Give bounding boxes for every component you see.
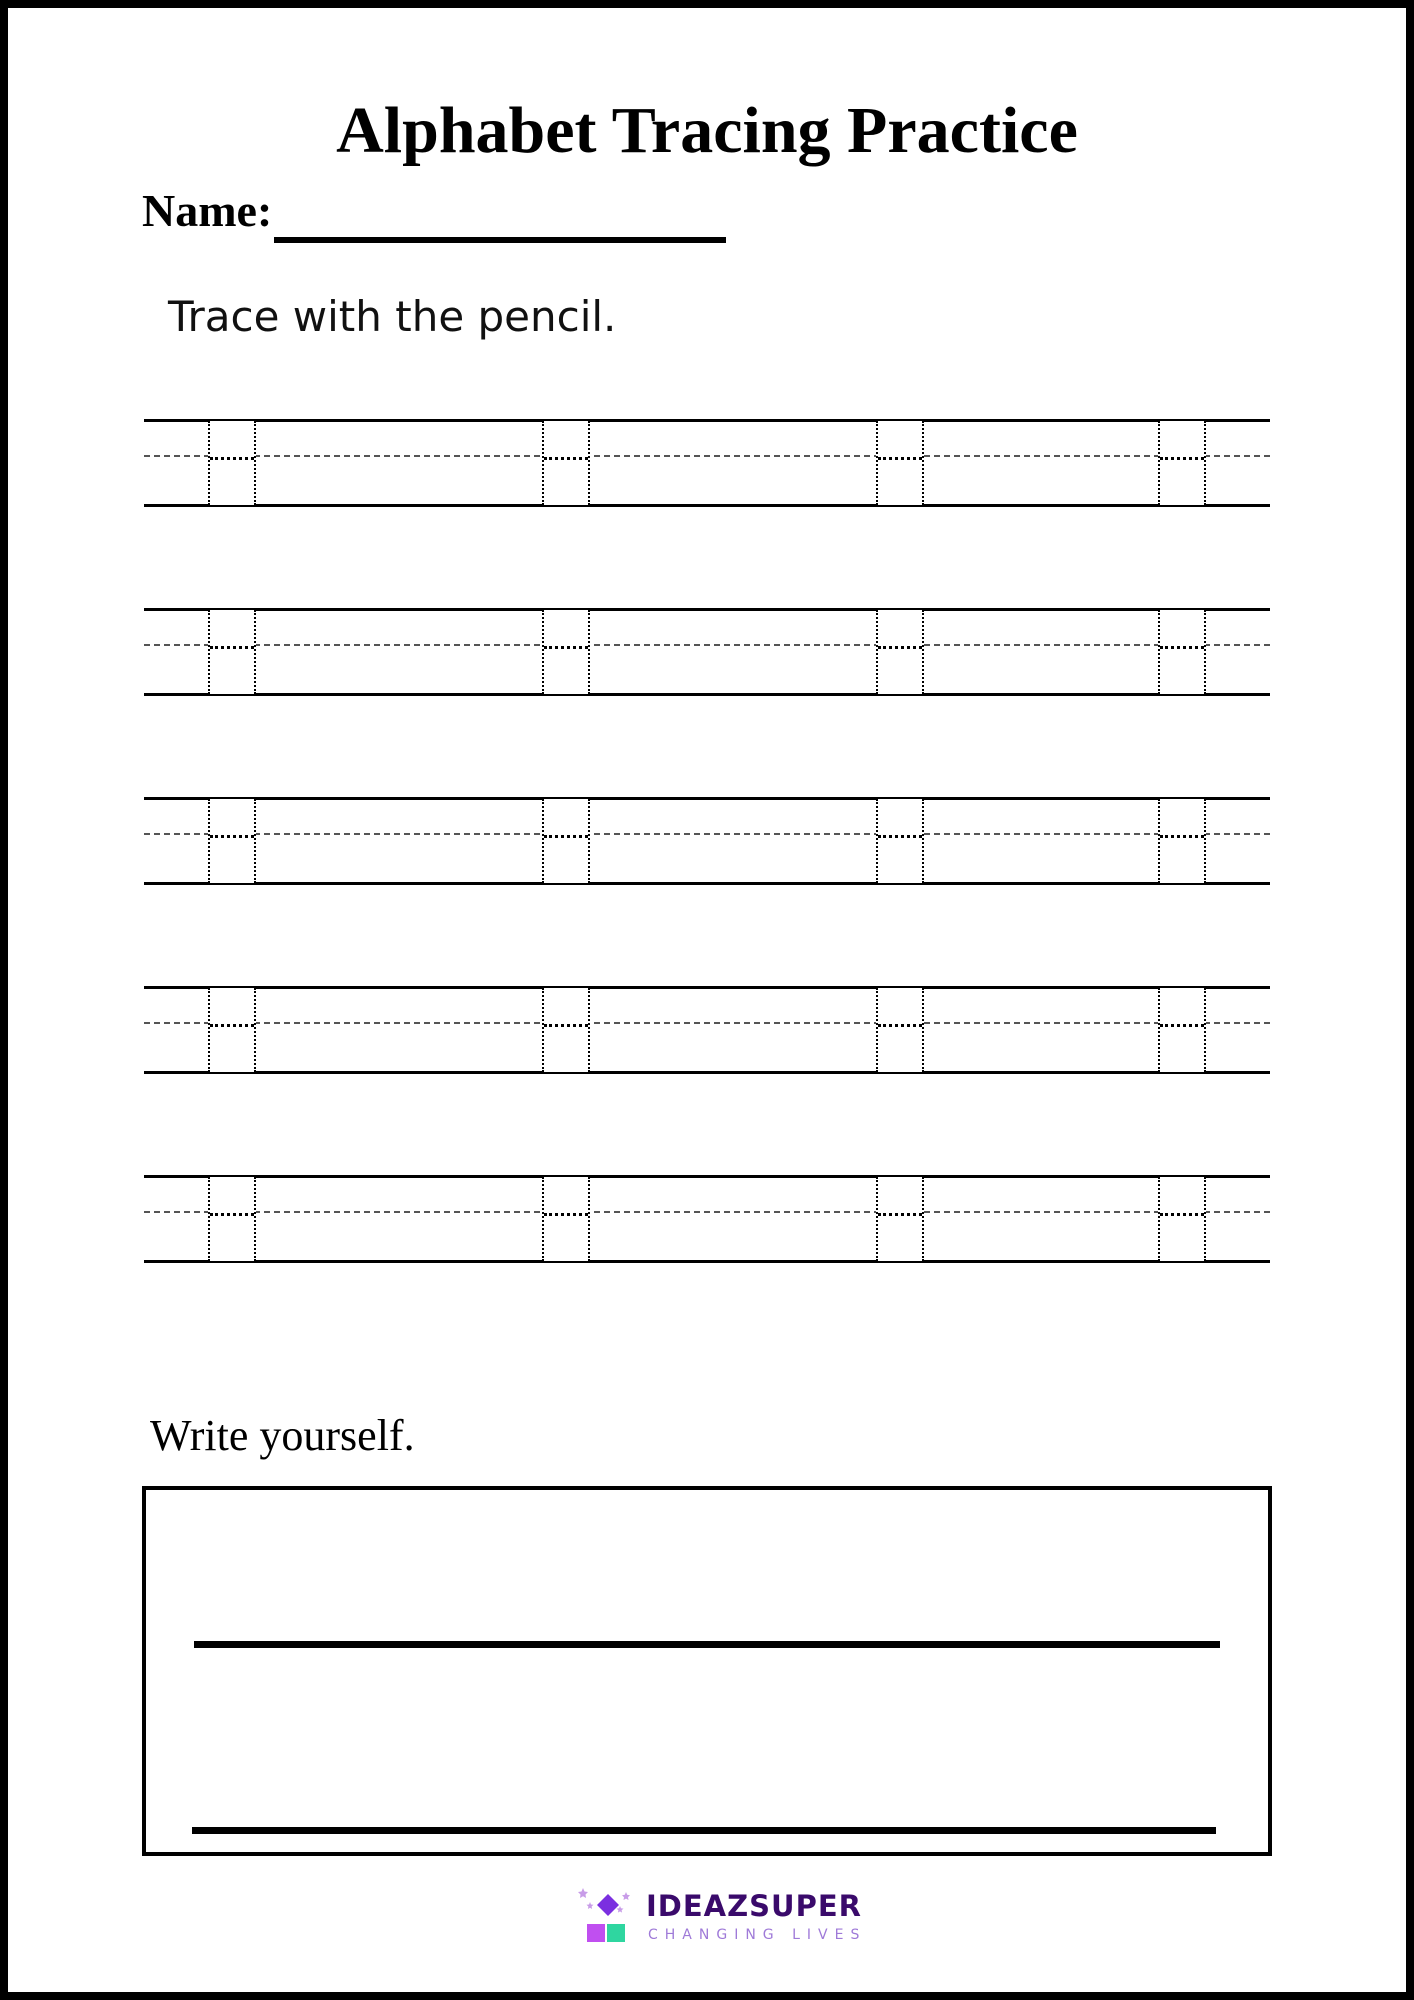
letter-trace-box[interactable] [542,610,590,694]
letter-box-midline [210,1024,254,1027]
letter-box-midline [1160,646,1204,649]
letter-box-midline [878,457,922,460]
letter-box-midline [878,646,922,649]
letter-box-midline [210,1213,254,1216]
letter-trace-box[interactable] [208,1177,256,1261]
row-midline-dashed [144,644,1270,646]
ideazsuper-logo [578,1886,878,1946]
row-midline-dashed [144,455,1270,457]
letter-trace-box[interactable] [1158,799,1206,883]
worksheet-title: Alphabet Tracing Practice [336,94,1078,167]
letter-box-midline [544,646,588,649]
letter-trace-box[interactable] [208,799,256,883]
letter-box-midline [1160,457,1204,460]
letter-trace-box[interactable] [1158,988,1206,1072]
row-midline-dashed [144,1022,1270,1024]
letter-box-midline [1160,1213,1204,1216]
letter-box-midline [544,1024,588,1027]
letter-box-midline [878,1213,922,1216]
letter-box-midline [210,835,254,838]
row-baseline [144,1260,1270,1263]
letter-box-midline [544,835,588,838]
row-midline-dashed [144,1211,1270,1213]
tracing-row[interactable] [144,1175,1270,1263]
letter-trace-box[interactable] [876,799,924,883]
row-top-line [144,1175,1270,1178]
row-baseline [144,882,1270,885]
letter-trace-box[interactable] [1158,1177,1206,1261]
letter-trace-box[interactable] [1158,610,1206,694]
tracing-row[interactable] [144,419,1270,507]
row-top-line [144,986,1270,989]
letter-trace-box[interactable] [542,799,590,883]
row-midline-dashed [144,833,1270,835]
write-instruction: Write yourself. [150,1411,415,1460]
writing-line[interactable] [194,1641,1220,1648]
letter-trace-box[interactable] [542,421,590,505]
letter-trace-box[interactable] [876,1177,924,1261]
letter-box-midline [210,457,254,460]
letter-trace-box[interactable] [542,1177,590,1261]
row-top-line [144,797,1270,800]
letter-trace-box[interactable] [208,610,256,694]
tracing-row[interactable] [144,608,1270,696]
trace-instruction: Trace with the pencil. [168,292,617,341]
tracing-row[interactable] [144,986,1270,1074]
letter-trace-box[interactable] [876,421,924,505]
letter-box-midline [210,646,254,649]
letter-trace-box[interactable] [876,988,924,1072]
letter-trace-box[interactable] [542,988,590,1072]
writing-box[interactable] [142,1486,1272,1856]
writing-line[interactable] [192,1827,1216,1834]
letter-box-midline [878,835,922,838]
logo-brand-text: IDEAZSUPER [646,1889,862,1923]
tracing-row[interactable] [144,797,1270,885]
letter-box-midline [878,1024,922,1027]
row-top-line [144,608,1270,611]
logo-mark-icon [578,1886,634,1946]
letter-box-midline [1160,835,1204,838]
letter-box-midline [544,1213,588,1216]
row-top-line [144,419,1270,422]
row-baseline [144,1071,1270,1074]
letter-trace-box[interactable] [1158,421,1206,505]
letter-trace-box[interactable] [208,988,256,1072]
name-label: Name: [142,185,273,236]
row-baseline [144,693,1270,696]
letter-box-midline [1160,1024,1204,1027]
logo-tagline: CHANGING LIVES [648,1927,867,1943]
letter-trace-box[interactable] [208,421,256,505]
letter-box-midline [544,457,588,460]
letter-trace-box[interactable] [876,610,924,694]
row-baseline [144,504,1270,507]
